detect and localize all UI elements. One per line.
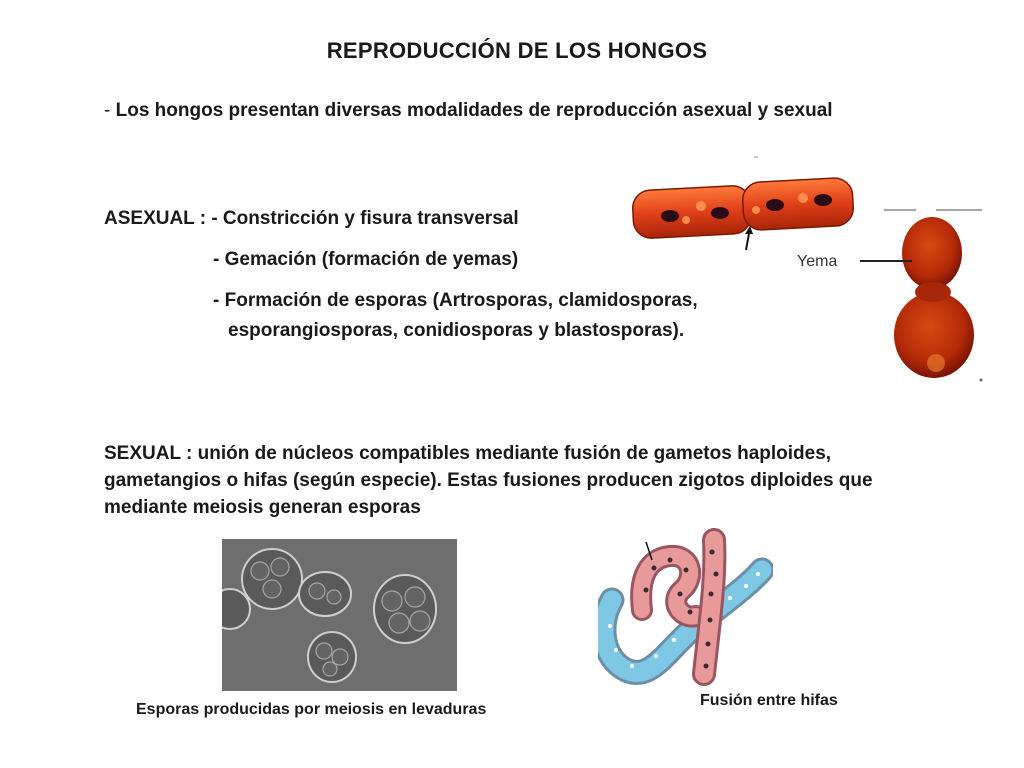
page-title: REPRODUCCIÓN DE LOS HONGOS [326, 38, 708, 63]
asexual-line-spore-types: esporangiosporas, conidiosporas y blastosporas). [228, 320, 685, 341]
yema-pointer-line [860, 258, 914, 264]
asexual-line-fission: ASEXUAL : - Constricción y fisura transversal [104, 208, 519, 229]
spores-micrograph [222, 539, 457, 691]
budding-yeast-illustration [880, 205, 990, 385]
intro-dash: - [104, 100, 116, 121]
intro-text: Los hongos presentan diversas modalidades de reproducción asexual y sexual [115, 100, 833, 121]
caption-hyphae: Fusión entre hifas [700, 692, 838, 709]
yema-label: Yema [797, 253, 838, 270]
hyphae-fusion-illustration [598, 528, 773, 688]
fission-illustration [628, 150, 858, 260]
asexual-line-budding: - Gemación (formación de yemas) [213, 249, 519, 270]
sexual-paragraph: SEXUAL : unión de núcleos compatibles mediante fusión de gametos haploides, gametangios o hifas (según especie). Estas fusiones producen zigotos diploides que mediante meiosis generan esporas [104, 443, 873, 518]
intro-paragraph [104, 97, 904, 125]
asexual-line-spores: - Formación de esporas (Artrosporas, clamidosporas, [213, 290, 698, 311]
caption-spores: Esporas producidas por meiosis en levaduras [136, 701, 487, 718]
